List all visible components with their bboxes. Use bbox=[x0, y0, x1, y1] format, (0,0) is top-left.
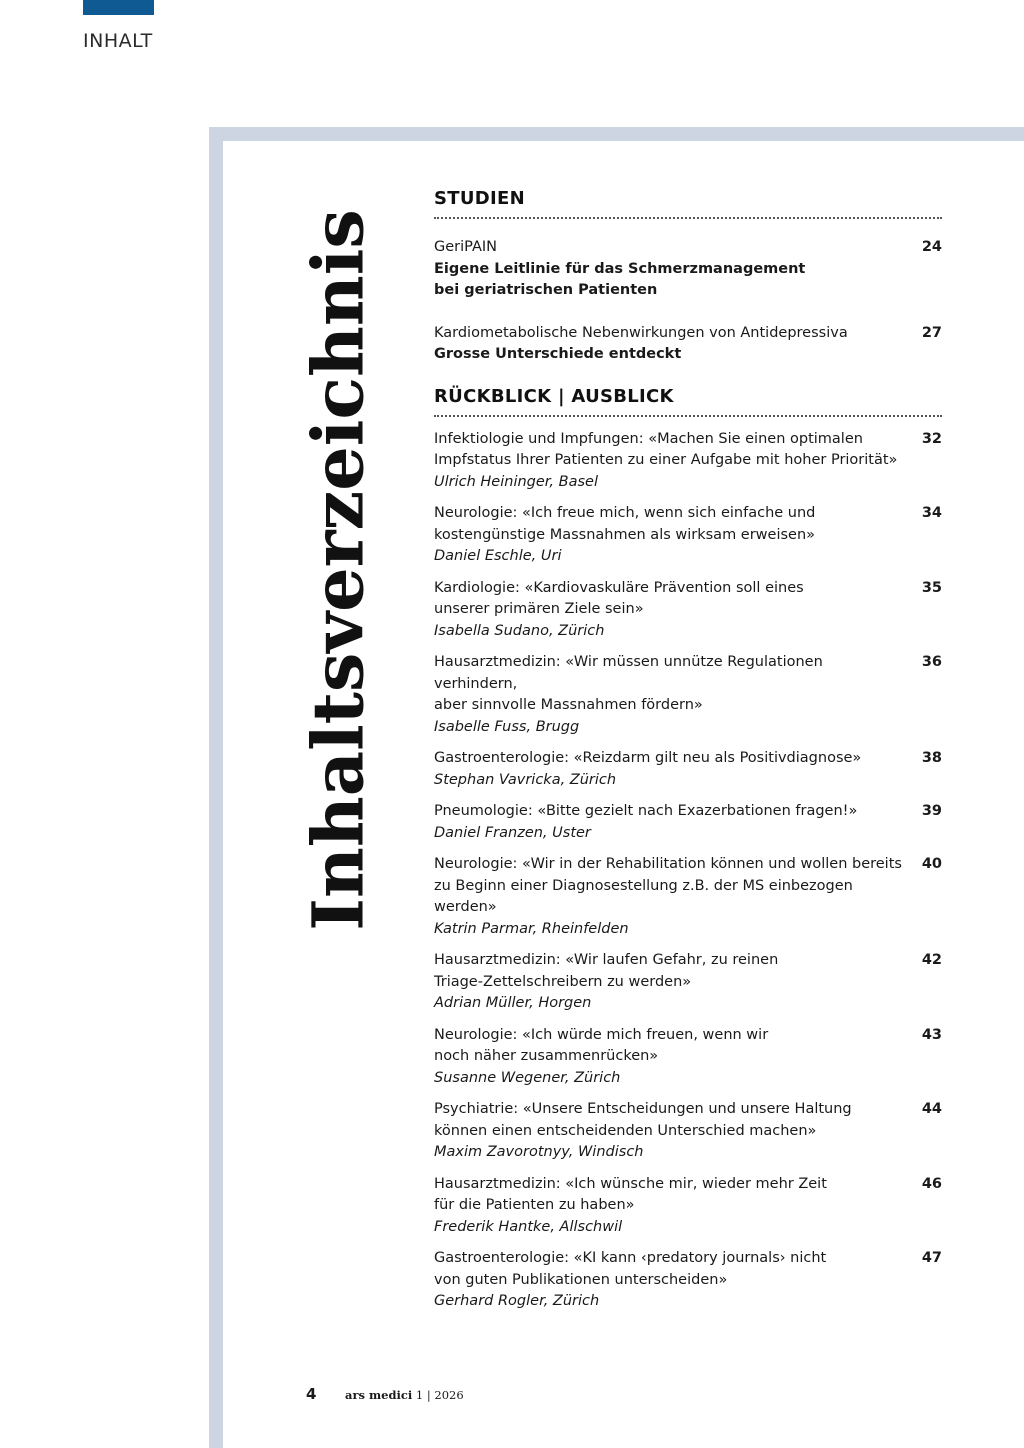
frame-left-bar bbox=[209, 127, 223, 1448]
entry-page-number: 32 bbox=[921, 430, 942, 447]
entry-author: Daniel Franzen, Uster bbox=[434, 824, 591, 841]
toc-entry[interactable] bbox=[434, 652, 942, 738]
entry-page-number: 39 bbox=[921, 803, 942, 819]
toc-entry[interactable] bbox=[434, 578, 942, 643]
entry-title-line: Kardiologie: «Kardiovaskuläre Prävention soll eines bbox=[434, 579, 804, 596]
entry-title-line: Neurologie: «Ich freue mich, wenn sich einfache und bbox=[434, 505, 816, 521]
toc-entry[interactable] bbox=[434, 950, 942, 1015]
toc-entry[interactable] bbox=[434, 237, 942, 302]
entry-title-line: Kardiometabolische Nebenwirkungen von Antidepressiva bbox=[434, 324, 848, 341]
entry-author: Ulrich Heininger, Basel bbox=[434, 473, 598, 490]
entry-page-number: 40 bbox=[921, 856, 942, 872]
entry-author: Gerhard Rogler, Zürich bbox=[434, 1293, 600, 1309]
toc-entry[interactable] bbox=[434, 854, 942, 940]
entry-author: Adrian Müller, Horgen bbox=[434, 995, 592, 1011]
toc-entry[interactable] bbox=[434, 1025, 942, 1090]
page-title: Inhaltsverzeichnis bbox=[296, 209, 380, 931]
entry-author: Isabella Sudano, Zürich bbox=[434, 622, 605, 639]
entry-page-number: 42 bbox=[921, 952, 942, 968]
entry-title-line: kostengünstige Massnahmen als wirksam erweisen» bbox=[434, 526, 816, 543]
issue-number: 1 | 2026 bbox=[415, 1388, 464, 1402]
entry-author: Katrin Parmar, Rheinfelden bbox=[434, 920, 629, 937]
footer-page-number: 4 bbox=[306, 1385, 317, 1403]
footer-magazine bbox=[345, 1388, 464, 1402]
entry-author: Susanne Wegener, Zürich bbox=[434, 1069, 621, 1086]
toc-entry[interactable] bbox=[434, 801, 942, 844]
entry-title-line: GeriPAIN bbox=[434, 239, 498, 255]
entry-subtitle-line: Eigene Leitlinie für das Schmerzmanagement bbox=[434, 260, 806, 277]
entry-title-line: Neurologie: «Wir in der Rehabilitation können und wollen bereits bbox=[434, 856, 902, 872]
magazine-name: ars medici bbox=[345, 1388, 413, 1402]
entry-author: Isabelle Fuss, Brugg bbox=[434, 718, 580, 735]
entry-title-line: Hausarztmedizin: «Wir laufen Gefahr, zu reinen bbox=[434, 952, 779, 968]
entry-page-number: 44 bbox=[921, 1101, 942, 1117]
dotted-divider bbox=[434, 415, 942, 417]
entry-title-line: Neurologie: «Ich würde mich freuen, wenn wir bbox=[434, 1026, 769, 1043]
entry-page-number: 34 bbox=[921, 505, 942, 521]
toc-entry[interactable] bbox=[434, 503, 942, 568]
frame-top-bar bbox=[209, 127, 1024, 141]
entry-page-number: 46 bbox=[921, 1175, 942, 1192]
section-color-tab bbox=[83, 0, 154, 15]
entry-title-line: noch näher zusammenrücken» bbox=[434, 1048, 659, 1064]
table-of-contents bbox=[434, 188, 942, 1313]
entry-title-line: Psychiatrie: «Unsere Entscheidungen und unsere Haltung bbox=[434, 1101, 852, 1117]
entry-title-line: unserer primären Ziele sein» bbox=[434, 601, 644, 617]
entry-page-number: 27 bbox=[921, 324, 942, 341]
entry-page-number: 36 bbox=[921, 654, 942, 670]
entry-subtitle-line: Grosse Unterschiede entdeckt bbox=[434, 346, 682, 362]
toc-entry[interactable] bbox=[434, 1248, 942, 1313]
entry-title-line: zu Beginn einer Diagnosestellung z.B. der MS einbezogen werden» bbox=[434, 877, 853, 915]
entry-title-line: Impfstatus Ihrer Patienten zu einer Aufgabe mit hoher Priorität» bbox=[434, 452, 898, 468]
toc-entry[interactable] bbox=[434, 1174, 942, 1239]
entry-title-line: Gastroenterologie: «Reizdarm gilt neu als Positivdiagnose» bbox=[434, 750, 862, 766]
entry-title-line: von guten Publikationen unterscheiden» bbox=[434, 1271, 728, 1288]
entry-subtitle-line: bei geriatrischen Patienten bbox=[434, 282, 658, 298]
entry-title-line: Hausarztmedizin: «Wir müssen unnütze Regulationen verhindern, bbox=[434, 654, 823, 692]
entry-page-number: 35 bbox=[921, 579, 942, 596]
entry-author: Frederik Hantke, Allschwil bbox=[434, 1218, 623, 1235]
section-heading: RÜCKBLICK | AUSBLICK bbox=[434, 385, 674, 407]
toc-entry[interactable] bbox=[434, 323, 942, 366]
section-label: INHALT bbox=[83, 30, 153, 52]
dotted-divider bbox=[434, 217, 942, 219]
entry-title-line: für die Patienten zu haben» bbox=[434, 1197, 635, 1213]
entry-author: Daniel Eschle, Uri bbox=[434, 548, 562, 564]
entry-title-line: Infektiologie und Impfungen: «Machen Sie einen optimalen bbox=[434, 430, 863, 447]
entry-page-number: 24 bbox=[921, 239, 942, 255]
entry-title-line: Gastroenterologie: «KI kann ‹predatory journals› nicht bbox=[434, 1250, 827, 1266]
toc-entry[interactable] bbox=[434, 748, 942, 791]
entry-author: Stephan Vavricka, Zürich bbox=[434, 771, 617, 788]
entry-title-line: Hausarztmedizin: «Ich wünsche mir, wieder mehr Zeit bbox=[434, 1175, 827, 1192]
entry-title-line: Pneumologie: «Bitte gezielt nach Exazerbationen fragen!» bbox=[434, 803, 858, 819]
entry-title-line: können einen entscheidenden Unterschied machen» bbox=[434, 1122, 817, 1139]
toc-entry[interactable] bbox=[434, 1099, 942, 1164]
section-heading: STUDIEN bbox=[434, 188, 525, 209]
entry-page-number: 43 bbox=[921, 1026, 942, 1043]
entry-title-line: Triage-Zettelschreibern zu werden» bbox=[434, 973, 692, 990]
entry-page-number: 47 bbox=[921, 1250, 942, 1266]
entry-author: Maxim Zavorotnyy, Windisch bbox=[434, 1144, 644, 1160]
entry-page-number: 38 bbox=[921, 750, 942, 766]
entry-title-line: aber sinnvolle Massnahmen fördern» bbox=[434, 697, 703, 713]
toc-entry[interactable] bbox=[434, 429, 942, 494]
